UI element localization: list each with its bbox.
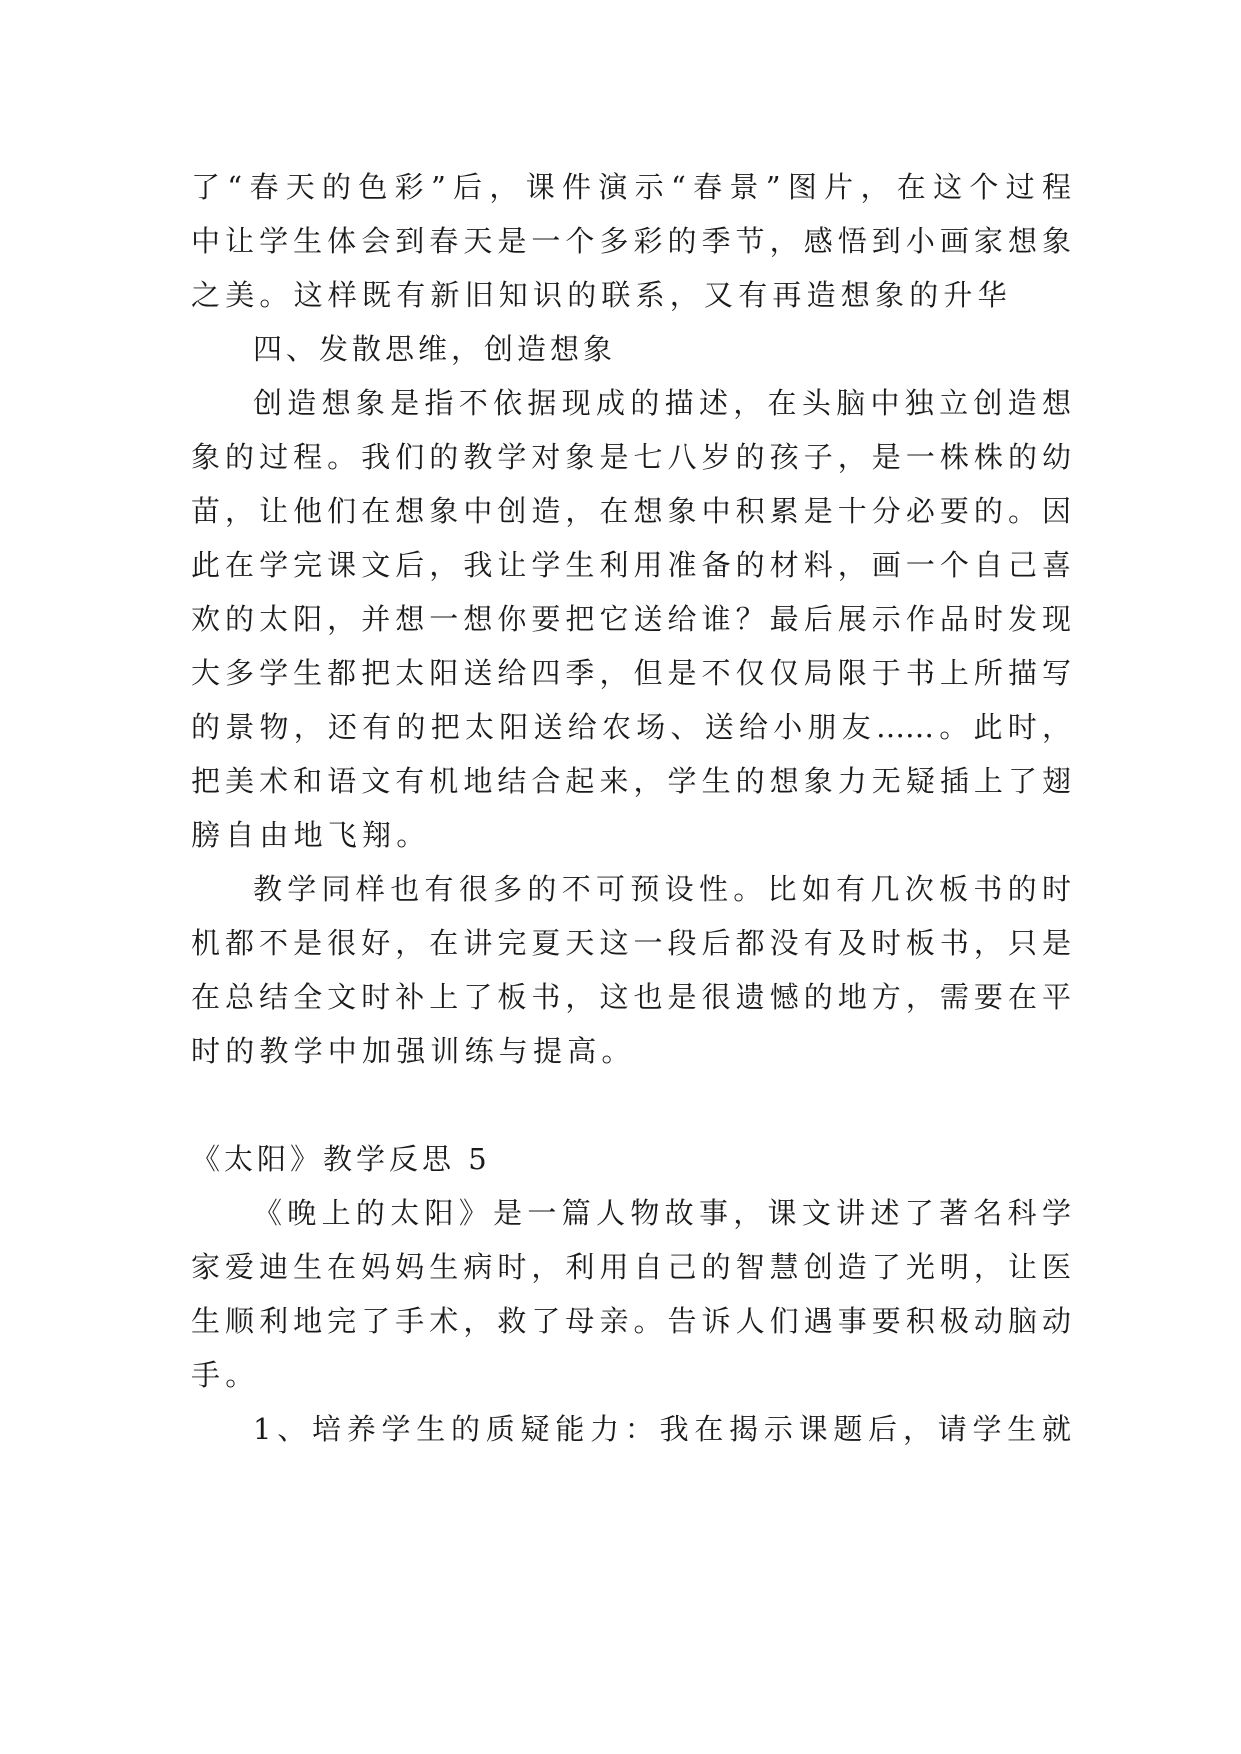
article-title: 《太阳》教学反思 5 (191, 1142, 491, 1176)
paragraph-line: 膀自由地飞翔。 (191, 818, 431, 852)
paragraph-line: 的景物，还有的把太阳送给农场、送给小朋友……。此时， (191, 710, 1071, 744)
paragraph-line: 在总结全文时补上了板书，这也是很遗憾的地方，需要在平 (191, 980, 1071, 1014)
paragraph-line: 之美。这样既有新旧知识的联系，又有再造想象的升华 (191, 278, 1012, 312)
paragraph-line: 家爱迪生在妈妈生病时，利用自己的智慧创造了光明，让医 (191, 1250, 1071, 1284)
paragraph-line: 时的教学中加强训练与提高。 (191, 1034, 636, 1068)
paragraph-line: 象的过程。我们的教学对象是七八岁的孩子，是一株株的幼 (191, 440, 1071, 474)
paragraph-line: 把美术和语文有机地结合起来，学生的想象力无疑插上了翅 (191, 764, 1071, 798)
paragraph-line: 欢的太阳，并想一想你要把它送给谁？最后展示作品时发现 (191, 602, 1071, 636)
paragraph-line: 手。 (191, 1358, 260, 1392)
paragraph-line: 《晚上的太阳》是一篇人物故事，课文讲述了著名科学 (253, 1196, 1071, 1230)
paragraph-line: 1、培养学生的质疑能力：我在揭示课题后，请学生就 (253, 1412, 1071, 1446)
paragraph-line: 机都不是很好，在讲完夏天这一段后都没有及时板书，只是 (191, 926, 1071, 960)
paragraph-line: 苗，让他们在想象中创造，在想象中积累是十分必要的。因 (191, 494, 1071, 528)
paragraph-line: 了“春天的色彩”后，课件演示“春景”图片，在这个过程 (191, 170, 1071, 204)
paragraph-line: 中让学生体会到春天是一个多彩的季节，感悟到小画家想象 (191, 224, 1071, 258)
paragraph-line: 创造想象是指不依据现成的描述，在头脑中独立创造想 (253, 386, 1071, 420)
paragraph-line: 此在学完课文后，我让学生利用准备的材料，画一个自己喜 (191, 548, 1071, 582)
section-heading: 四、发散思维，创造想象 (253, 332, 617, 366)
paragraph-line: 生顺利地完了手术，救了母亲。告诉人们遇事要积极动脑动 (191, 1304, 1071, 1338)
paragraph-line: 教学同样也有很多的不可预设性。比如有几次板书的时 (253, 872, 1071, 906)
paragraph-line: 大多学生都把太阳送给四季，但是不仅仅局限于书上所描写 (191, 656, 1071, 690)
